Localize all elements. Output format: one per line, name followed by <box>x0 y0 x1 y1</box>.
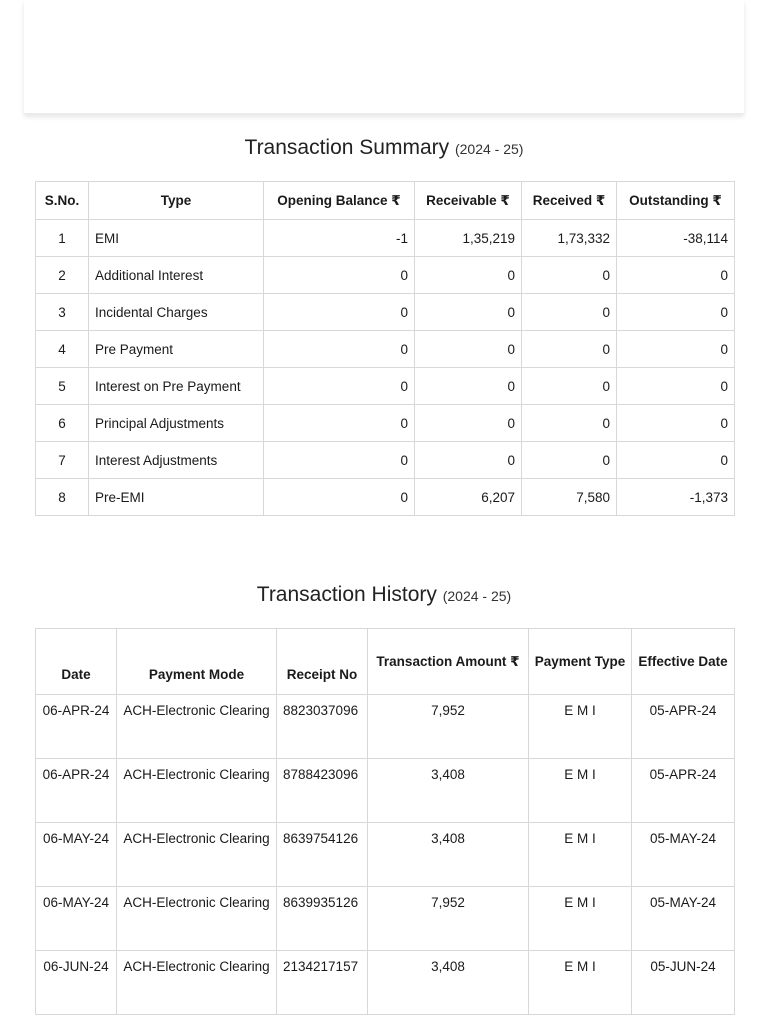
cell-sno: 3 <box>36 294 89 331</box>
history-title <box>0 583 768 607</box>
history-header-row <box>36 629 735 695</box>
header-payment-mode: Payment Mode <box>117 629 277 695</box>
cell-type: Additional Interest <box>89 257 264 294</box>
cell-payment-type: E M I <box>529 951 632 1015</box>
cell-payment-type: E M I <box>529 759 632 823</box>
cell-transaction-amount: 3,408 <box>368 823 529 887</box>
top-card <box>24 0 744 114</box>
cell-outstanding: 0 <box>617 405 735 442</box>
summary-row <box>36 368 735 405</box>
cell-receivable: 0 <box>415 368 522 405</box>
header-receipt-no: Receipt No <box>277 629 368 695</box>
cell-receivable: 1,35,219 <box>415 220 522 257</box>
header-received: Received ₹ <box>522 182 617 220</box>
cell-opening-balance: 0 <box>264 479 415 516</box>
summary-row <box>36 479 735 516</box>
cell-sno: 5 <box>36 368 89 405</box>
cell-effective-date: 05-APR-24 <box>632 759 735 823</box>
cell-opening-balance: 0 <box>264 405 415 442</box>
cell-outstanding: 0 <box>617 257 735 294</box>
summary-row <box>36 220 735 257</box>
cell-received: 0 <box>522 331 617 368</box>
cell-opening-balance: 0 <box>264 294 415 331</box>
cell-receipt-no: 8639935126 <box>277 887 368 951</box>
cell-receivable: 0 <box>415 294 522 331</box>
summary-year: (2024 - 25) <box>454 141 524 157</box>
summary-row <box>36 257 735 294</box>
header-transaction-amount: Transaction Amount ₹ <box>368 629 529 695</box>
cell-effective-date: 05-APR-24 <box>632 695 735 759</box>
cell-transaction-amount: 3,408 <box>368 759 529 823</box>
cell-receivable: 0 <box>415 257 522 294</box>
cell-type: Incidental Charges <box>89 294 264 331</box>
cell-sno: 1 <box>36 220 89 257</box>
history-row <box>36 823 735 887</box>
summary-row <box>36 442 735 479</box>
summary-row <box>36 331 735 368</box>
cell-date: 06-APR-24 <box>36 759 117 823</box>
summary-title <box>0 136 768 160</box>
cell-transaction-amount: 3,408 <box>368 951 529 1015</box>
cell-type: Principal Adjustments <box>89 405 264 442</box>
cell-payment-mode: ACH-Electronic Clearing <box>117 695 277 759</box>
cell-receivable: 0 <box>415 442 522 479</box>
cell-received: 0 <box>522 294 617 331</box>
cell-payment-mode: ACH-Electronic Clearing <box>117 823 277 887</box>
header-receivable: Receivable ₹ <box>415 182 522 220</box>
cell-received: 0 <box>522 405 617 442</box>
cell-received: 7,580 <box>522 479 617 516</box>
history-row <box>36 695 735 759</box>
cell-opening-balance: 0 <box>264 368 415 405</box>
cell-payment-type: E M I <box>529 695 632 759</box>
header-payment-type: Payment Type <box>529 629 632 695</box>
transaction-summary-table <box>35 181 735 516</box>
cell-receivable: 6,207 <box>415 479 522 516</box>
cell-received: 1,73,332 <box>522 220 617 257</box>
header-sno: S.No. <box>36 182 89 220</box>
cell-effective-date: 05-JUN-24 <box>632 951 735 1015</box>
summary-row <box>36 405 735 442</box>
header-opening-balance: Opening Balance ₹ <box>264 182 415 220</box>
cell-outstanding: 0 <box>617 442 735 479</box>
cell-received: 0 <box>522 257 617 294</box>
cell-opening-balance: 0 <box>264 442 415 479</box>
cell-receivable: 0 <box>415 405 522 442</box>
cell-type: Pre Payment <box>89 331 264 368</box>
cell-effective-date: 05-MAY-24 <box>632 887 735 951</box>
cell-date: 06-APR-24 <box>36 695 117 759</box>
cell-type: Interest on Pre Payment <box>89 368 264 405</box>
cell-receipt-no: 8788423096 <box>277 759 368 823</box>
cell-sno: 2 <box>36 257 89 294</box>
header-effective-date: Effective Date <box>632 629 735 695</box>
cell-payment-type: E M I <box>529 887 632 951</box>
cell-payment-mode: ACH-Electronic Clearing <box>117 759 277 823</box>
cell-sno: 8 <box>36 479 89 516</box>
cell-received: 0 <box>522 442 617 479</box>
transaction-history-table <box>35 628 735 1015</box>
cell-type: Pre-EMI <box>89 479 264 516</box>
cell-transaction-amount: 7,952 <box>368 887 529 951</box>
cell-receipt-no: 2134217157 <box>277 951 368 1015</box>
cell-payment-mode: ACH-Electronic Clearing <box>117 887 277 951</box>
history-row <box>36 759 735 823</box>
header-outstanding: Outstanding ₹ <box>617 182 735 220</box>
history-row <box>36 887 735 951</box>
cell-transaction-amount: 7,952 <box>368 695 529 759</box>
cell-outstanding: 0 <box>617 368 735 405</box>
cell-outstanding: -38,114 <box>617 220 735 257</box>
cell-sno: 7 <box>36 442 89 479</box>
cell-sno: 4 <box>36 331 89 368</box>
header-type: Type <box>89 182 264 220</box>
summary-row <box>36 294 735 331</box>
summary-header-row <box>36 182 735 220</box>
history-row <box>36 951 735 1015</box>
cell-receipt-no: 8639754126 <box>277 823 368 887</box>
cell-opening-balance: -1 <box>264 220 415 257</box>
cell-type: EMI <box>89 220 264 257</box>
cell-outstanding: 0 <box>617 331 735 368</box>
cell-type: Interest Adjustments <box>89 442 264 479</box>
summary-title-text: Transaction Summary <box>244 136 450 159</box>
cell-payment-mode: ACH-Electronic Clearing <box>117 951 277 1015</box>
header-date: Date <box>36 629 117 695</box>
cell-received: 0 <box>522 368 617 405</box>
cell-date: 06-JUN-24 <box>36 951 117 1015</box>
cell-outstanding: -1,373 <box>617 479 735 516</box>
cell-effective-date: 05-MAY-24 <box>632 823 735 887</box>
cell-opening-balance: 0 <box>264 257 415 294</box>
cell-receivable: 0 <box>415 331 522 368</box>
cell-opening-balance: 0 <box>264 331 415 368</box>
history-title-text: Transaction History <box>256 583 437 606</box>
cell-payment-type: E M I <box>529 823 632 887</box>
cell-date: 06-MAY-24 <box>36 887 117 951</box>
cell-sno: 6 <box>36 405 89 442</box>
cell-outstanding: 0 <box>617 294 735 331</box>
history-year: (2024 - 25) <box>442 588 512 604</box>
cell-date: 06-MAY-24 <box>36 823 117 887</box>
cell-receipt-no: 8823037096 <box>277 695 368 759</box>
